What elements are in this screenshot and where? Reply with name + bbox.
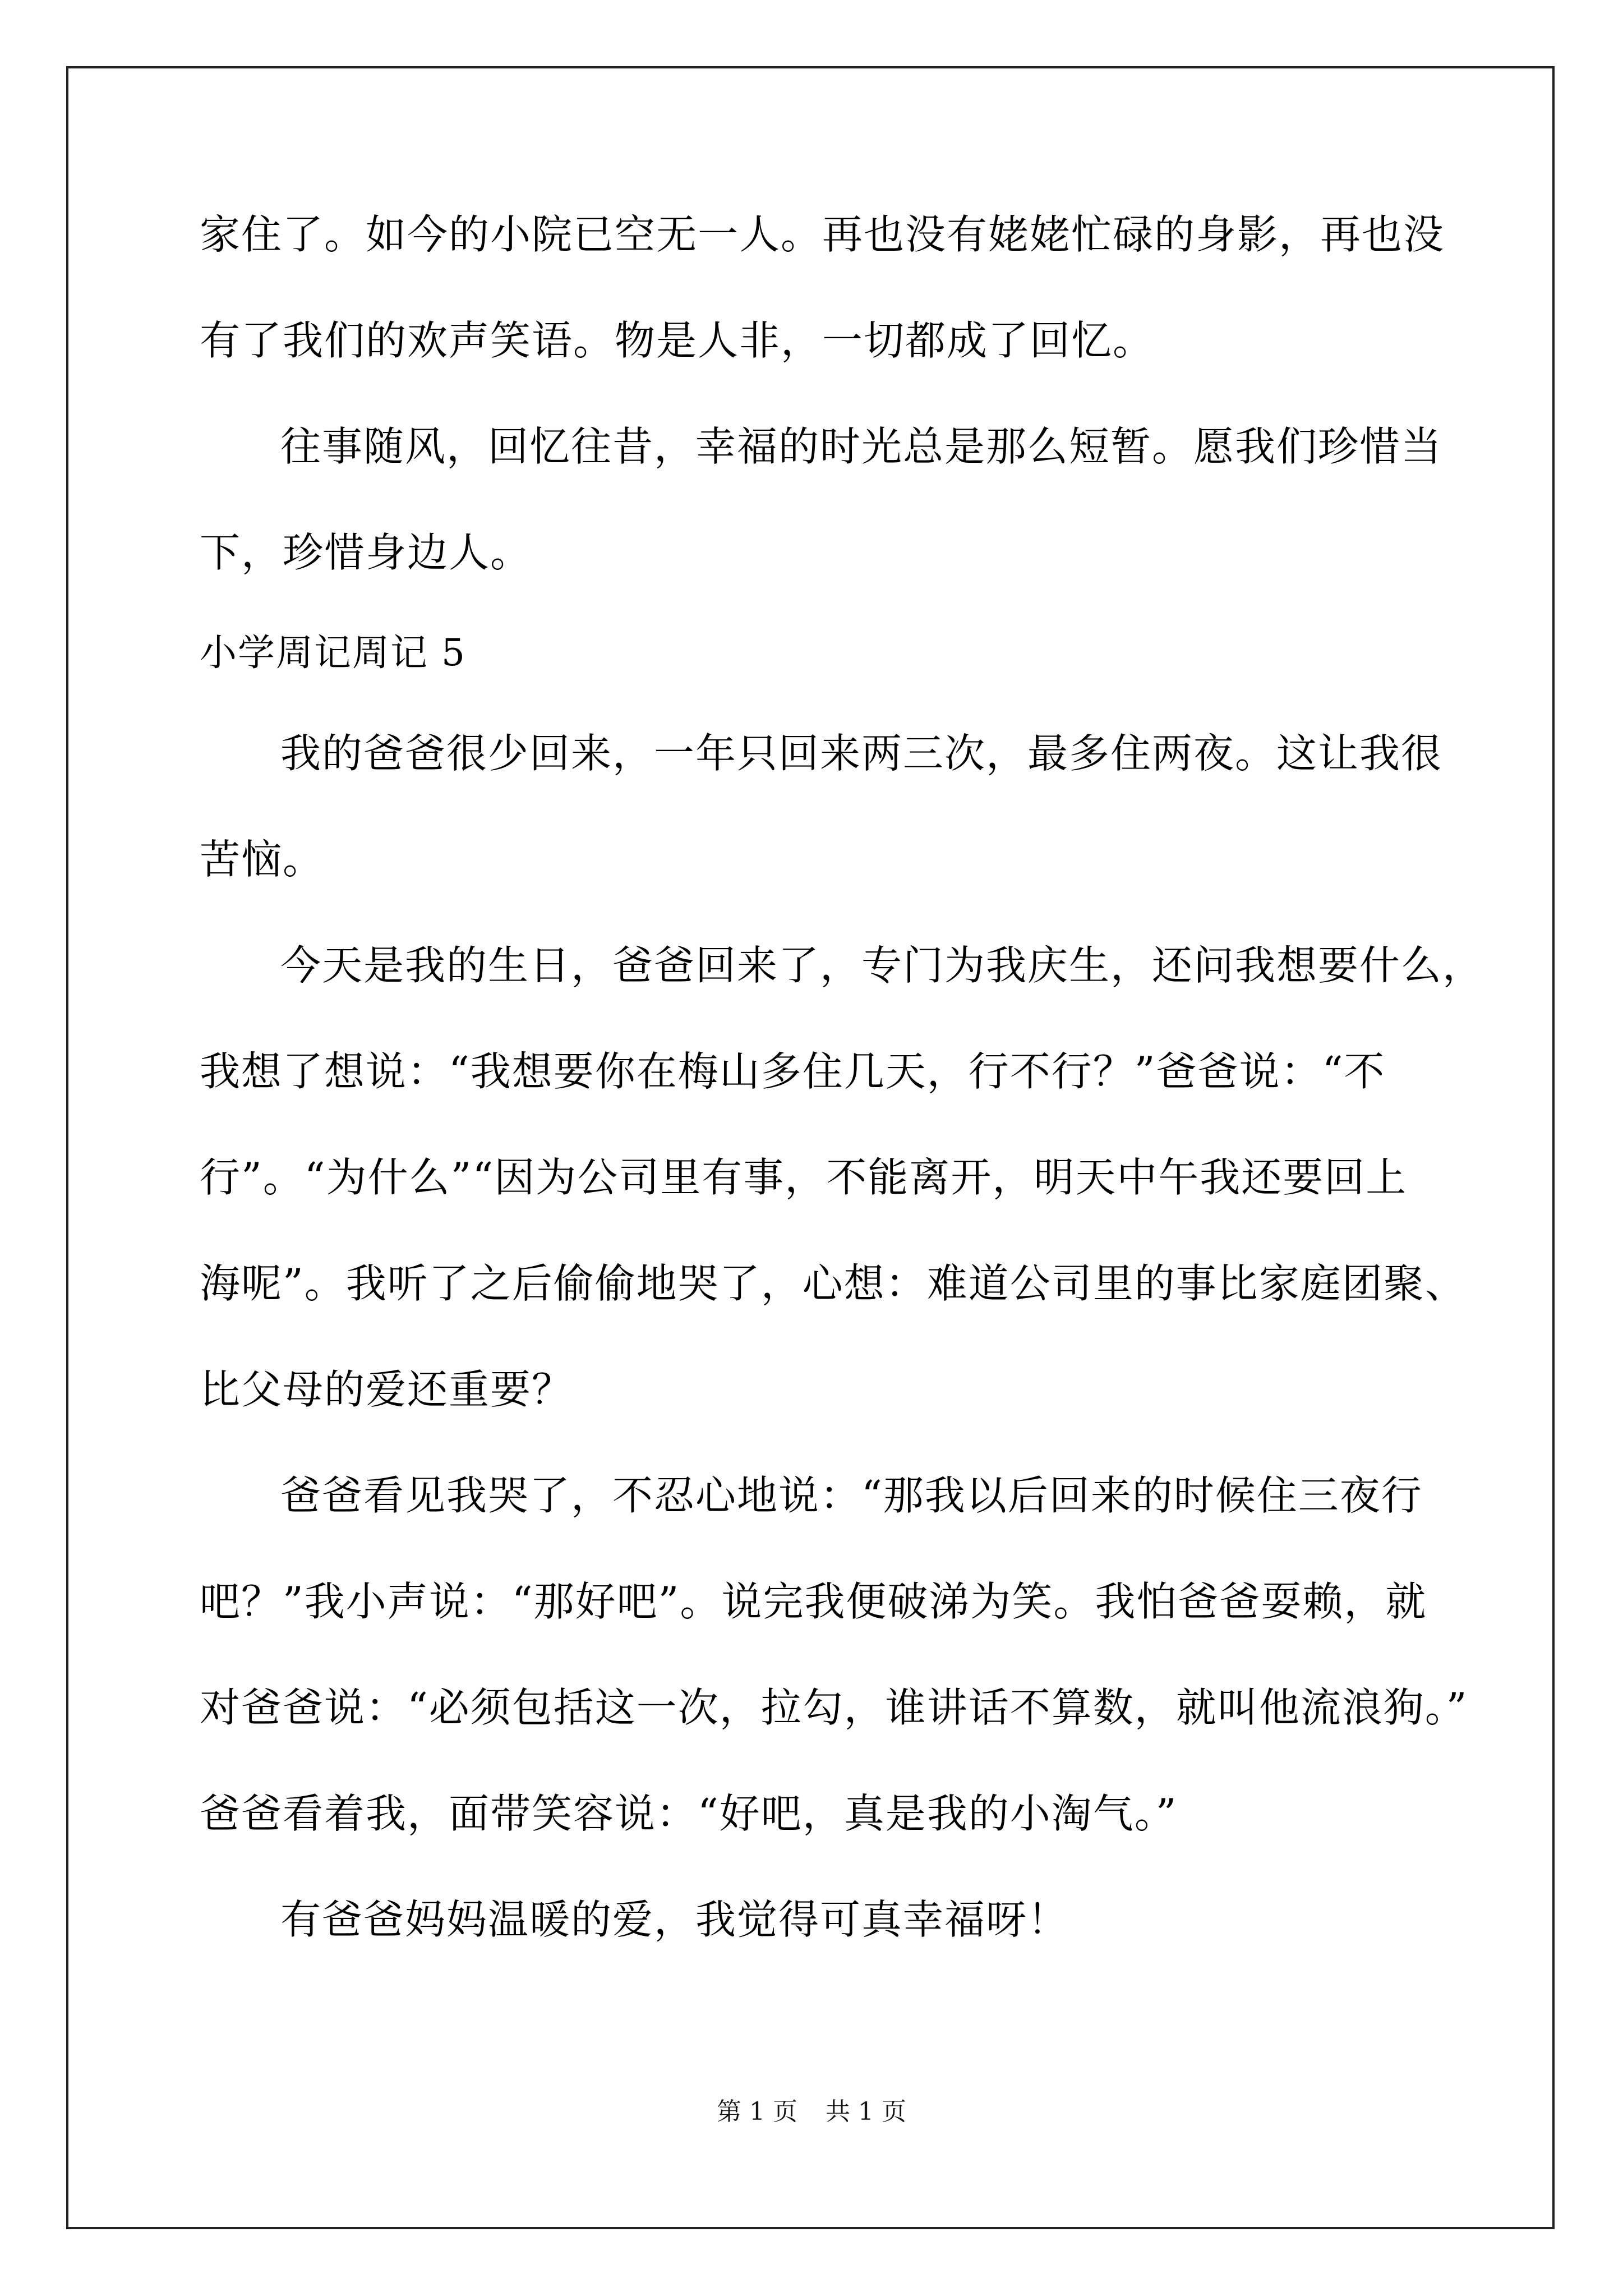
text-line: 爸爸看着我，面带笑容说：“好吧，真是我的小淘气。” [200,1790,1178,1837]
page-total: 共 1 页 [826,2097,906,2126]
text-line: 对爸爸说：“必须包括这一次，拉勾，谁讲话不算数，就叫他流浪狗。” [200,1684,1468,1731]
text-line: 我的爸爸很少回来，一年只回来两三次，最多住两夜。这让我很 [280,730,1443,777]
text-line: 比父母的爱还重要？ [200,1366,574,1413]
text-line: 有爸爸妈妈温暖的爱，我觉得可真幸福呀！ [280,1896,1069,1943]
page-number: 第 1 页 [717,2097,797,2126]
text-line: 我想了想说：“我想要你在梅山多住几天，行不行？”爸爸说：“不 [200,1048,1386,1095]
text-line: 今天是我的生日，爸爸回来了，专门为我庆生，还问我想要什么， [280,942,1484,989]
section-heading: 小学周记周记 5 [200,631,466,674]
text-line: 家住了。如今的小院已空无一人。再也没有姥姥忙碌的身影，再也没 [200,211,1445,258]
page-footer [0,2095,1623,2129]
text-line: 吧？”我小声说：“那好吧”。说完我便破涕为笑。我怕爸爸耍赖，就 [200,1578,1427,1625]
text-line: 行”。“为什么”“因为公司里有事，不能离开，明天中午我还要回上 [200,1154,1408,1201]
text-line: 往事随风，回忆往昔，幸福的时光总是那么短暂。愿我们珍惜当 [280,423,1443,470]
text-line: 苦恼。 [200,836,325,883]
text-line: 海呢”。我听了之后偷偷地哭了，心想：难道公司里的事比家庭团聚、 [200,1260,1467,1307]
text-line: 下，珍惜身边人。 [200,529,532,576]
text-line: 有了我们的欢声笑语。物是人非，一切都成了回忆。 [200,317,1155,364]
text-line: 爸爸看见我哭了，不忍心地说：“那我以后回来的时候住三夜行 [280,1472,1423,1519]
